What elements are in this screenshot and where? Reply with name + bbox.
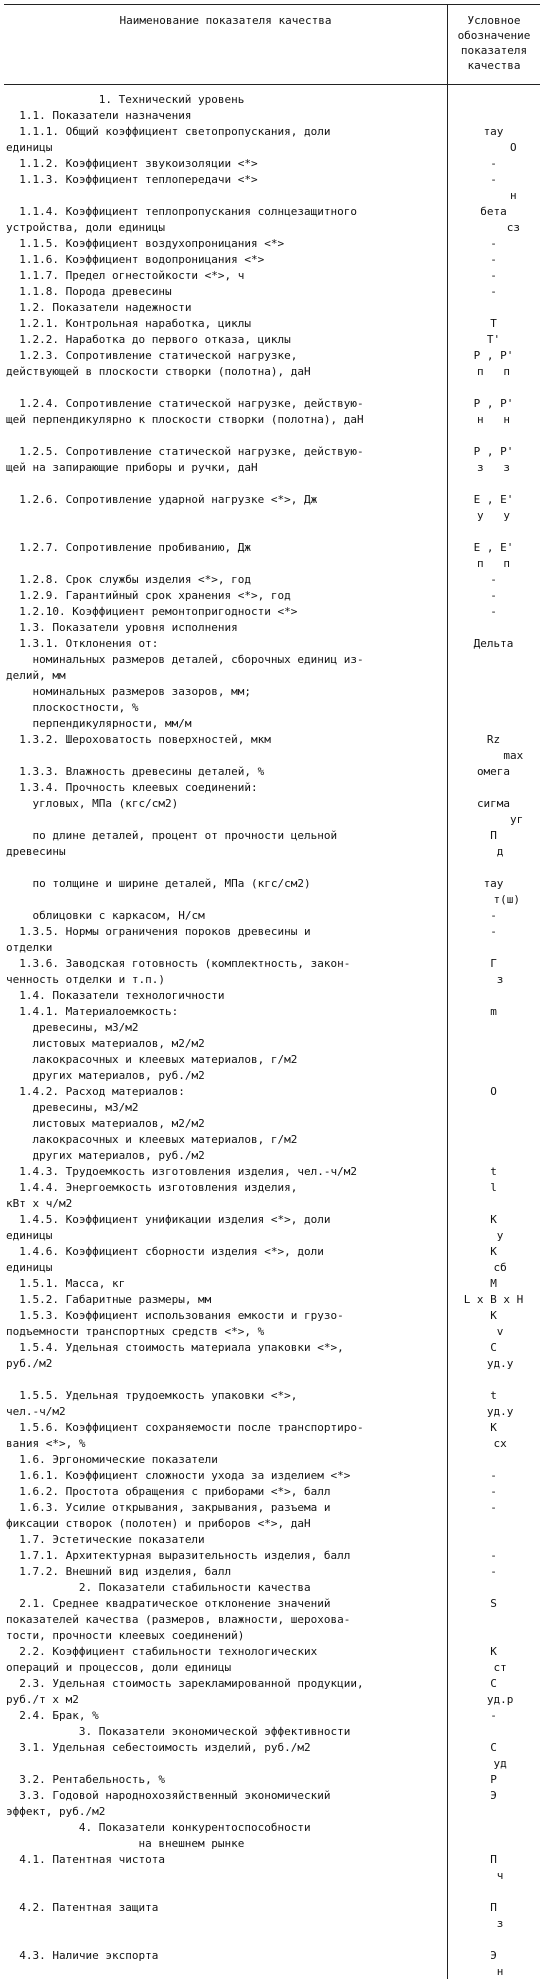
- indicator-name: 1.4.5. Коэффициент унификации изделия <*>, доли единицы: [6, 1213, 331, 1242]
- table-row: [4, 444, 540, 476]
- indicator-name: 1.3.5. Нормы ограничения пороков древесины и отделки: [6, 925, 311, 954]
- indicator-name: 1.3.2. Шероховатость поверхностей, мкм: [6, 733, 271, 746]
- indicator-name: облицовки с каркасом, Н/см: [6, 909, 205, 922]
- indicator-symbol: [447, 1132, 540, 1148]
- indicator-name: 1.3.3. Влажность древесины деталей, %: [6, 765, 265, 778]
- indicator-symbol: Р: [490, 1773, 497, 1786]
- table-row: [4, 620, 540, 636]
- indicator-name: 1.2.3. Сопротивление статической нагрузке, действующей в плоскости створки (полотна), даН: [6, 349, 311, 378]
- header-symbol-line: качества: [467, 59, 521, 72]
- table-row: [4, 828, 540, 860]
- table-row: [4, 236, 540, 252]
- indicator-symbol: [447, 684, 540, 700]
- indicator-symbol: [447, 1884, 540, 1900]
- indicator-name: 1.7.2. Внешний вид изделия, балл: [6, 1565, 232, 1578]
- table-row: [4, 1772, 540, 1788]
- table-row: [4, 300, 540, 316]
- indicator-name: 1.2.6. Сопротивление ударной нагрузке <*>, Дж: [6, 493, 318, 506]
- indicator-name: 1.4.2. Расход материалов:: [6, 1085, 185, 1098]
- indicator-symbol: Е , Е' п п: [473, 541, 514, 570]
- indicator-symbol: l: [490, 1181, 497, 1194]
- table-row: [4, 1132, 540, 1148]
- indicator-name: 2.3. Удельная стоимость зарекламированной продукции, руб./т x м2: [6, 1677, 364, 1706]
- indicator-name: 1.1.8. Порода древесины: [6, 285, 172, 298]
- indicator-name: 1. Технический уровень: [6, 93, 245, 106]
- indicator-symbol: [447, 780, 540, 796]
- indicator-name: 1.1.7. Предел огнестойкости <*>, ч: [6, 269, 245, 282]
- indicator-symbol: t уд.у: [486, 1389, 514, 1418]
- indicator-name: 1.3.4. Прочность клеевых соединений:: [6, 781, 258, 794]
- indicator-symbol: [447, 700, 540, 716]
- indicator-name: по толщине и ширине деталей, МПа (кгс/см2): [6, 877, 311, 890]
- indicator-symbol: -: [490, 173, 497, 186]
- indicator-symbol: -: [490, 1549, 497, 1562]
- indicator-symbol: -: [490, 1485, 497, 1498]
- table-row: [4, 1548, 540, 1564]
- table-row: [4, 1276, 540, 1292]
- table-row: [4, 1340, 540, 1372]
- table-row: [4, 172, 540, 188]
- indicator-symbol: С уд.р: [486, 1677, 514, 1706]
- table-row: [4, 1788, 540, 1820]
- indicator-name: 1.3.1. Отклонения от:: [6, 637, 159, 650]
- quality-indicators-table: [4, 4, 540, 1979]
- indicator-name: 3.3. Годовой народнохозяйственный экономический эффект, руб./м2: [6, 1789, 331, 1818]
- indicator-name: 1.2.7. Сопротивление пробиванию, Дж: [6, 541, 252, 554]
- table-row: [4, 572, 540, 588]
- table-row: [4, 284, 540, 300]
- indicator-name: 1.3.6. Заводская готовность (комплектность, закон- ченность отделки и т.п.): [6, 957, 351, 986]
- indicator-name: 4.2. Патентная защита: [6, 1901, 159, 1914]
- indicator-symbol: S: [490, 1597, 497, 1610]
- indicator-symbol: Т: [490, 317, 497, 330]
- table-row: [4, 1052, 540, 1068]
- indicator-symbol: [447, 1020, 540, 1036]
- table-row: [4, 428, 540, 444]
- indicator-symbol: -: [490, 285, 497, 298]
- table-row: [4, 492, 540, 524]
- indicator-name: 1.1.2. Коэффициент звукоизоляции <*>: [6, 157, 258, 170]
- indicator-symbol: -: [490, 1709, 497, 1722]
- table-row: [4, 332, 540, 348]
- table-row: [4, 1292, 540, 1308]
- indicator-symbol: [447, 1100, 540, 1116]
- indicator-symbol: К v: [490, 1309, 504, 1338]
- indicator-name: древесины, м3/м2: [6, 1021, 139, 1034]
- indicator-symbol: уг: [463, 813, 524, 826]
- table-row: [4, 1484, 540, 1500]
- table-row: [4, 524, 540, 540]
- indicator-name: 4. Показатели конкурентоспособности на внешнем рынке: [78, 1821, 311, 1850]
- table-row: [4, 268, 540, 284]
- indicator-name: [4, 188, 447, 204]
- table-row: [4, 1676, 540, 1708]
- table-row: [4, 1708, 540, 1724]
- table-row: [4, 1212, 540, 1244]
- indicator-name: 2. Показатели стабильности качества: [6, 1581, 311, 1594]
- header-name-column: [4, 4, 447, 82]
- indicator-symbol: max: [463, 749, 524, 762]
- indicator-symbol: Rz: [486, 733, 501, 746]
- indicator-name: 1.4.4. Энергоемкость изготовления изделия, кВт x ч/м2: [6, 1181, 298, 1210]
- indicator-name: угловых, МПа (кгс/см2): [6, 797, 179, 810]
- table-row: [4, 652, 540, 684]
- table-row: [4, 348, 540, 380]
- table-row: [4, 908, 540, 924]
- table-row: [4, 1820, 540, 1852]
- indicator-name: 1.2.4. Сопротивление статической нагрузке, действую- щей перпендикулярно к плоскости створки (полотна), даН: [6, 397, 364, 426]
- indicator-symbol: -: [490, 605, 497, 618]
- indicator-symbol: [447, 860, 540, 876]
- table-row: [4, 1068, 540, 1084]
- table-row: [4, 684, 540, 700]
- indicator-name: 2.2. Коэффициент стабильности технологических операций и процессов, доли единицы: [6, 1645, 318, 1674]
- indicator-symbol: П д: [490, 829, 504, 858]
- indicator-name: 1.3. Показатели уровня исполнения: [6, 621, 238, 634]
- table-row: [4, 1388, 540, 1420]
- table-row: [4, 1884, 540, 1900]
- indicator-symbol: Г з: [490, 957, 504, 986]
- table-row: [4, 1164, 540, 1180]
- table-row: [4, 1148, 540, 1164]
- table-row: [4, 1020, 540, 1036]
- indicator-symbol: Т': [486, 333, 501, 346]
- indicator-name: [4, 1932, 447, 1948]
- indicator-name: 1.5.1. Масса, кг: [6, 1277, 126, 1290]
- indicator-symbol: [447, 1724, 540, 1740]
- header-symbol-line: показателя: [460, 44, 528, 57]
- table-row: [4, 764, 540, 780]
- table-row: [4, 1036, 540, 1052]
- indicator-symbol: [447, 1052, 540, 1068]
- table-row: [4, 316, 540, 332]
- table-row: [4, 1468, 540, 1484]
- indicator-name: [4, 812, 447, 828]
- indicator-name: 3. Показатели экономической эффективности: [6, 1725, 351, 1738]
- indicator-name: плоскостности, %: [6, 701, 139, 714]
- indicator-symbol: сигма: [476, 797, 511, 810]
- header-name-label: Наименование показателя качества: [119, 14, 332, 27]
- table-row: [4, 924, 540, 956]
- indicator-symbol: [447, 108, 540, 124]
- table-row: [4, 188, 540, 204]
- indicator-symbol: [447, 620, 540, 636]
- indicator-name: [4, 380, 447, 396]
- table-row: [4, 876, 540, 908]
- indicator-symbol: н: [470, 189, 517, 202]
- indicator-symbol: [447, 1068, 540, 1084]
- indicator-symbol: Е , Е' у у: [473, 493, 514, 522]
- table-row: [4, 1532, 540, 1548]
- indicator-symbol: [447, 524, 540, 540]
- table-row: [4, 812, 540, 828]
- indicator-name: 1.4.1. Материалоемкость:: [6, 1005, 179, 1018]
- table-row: [4, 748, 540, 764]
- table-row: [4, 1004, 540, 1020]
- indicator-name: 1.2.9. Гарантийный срок хранения <*>, год: [6, 589, 291, 602]
- indicator-symbol: -: [490, 157, 497, 170]
- table-row: [4, 1084, 540, 1100]
- table-row: [4, 1420, 540, 1452]
- indicator-name: 1.7. Эстетические показатели: [6, 1533, 205, 1546]
- indicator-symbol: К ст: [490, 1645, 507, 1674]
- table-row: [4, 1244, 540, 1276]
- indicator-name: [4, 476, 447, 492]
- indicator-name: 1.2.10. Коэффициент ремонтопригодности <*>: [6, 605, 298, 618]
- table-row: [4, 1308, 540, 1340]
- indicator-symbol: омега: [476, 765, 511, 778]
- indicator-symbol: [447, 380, 540, 396]
- indicator-symbol: П з: [490, 1901, 504, 1930]
- header-symbol-column: [448, 4, 540, 82]
- indicator-symbol: -: [490, 1565, 497, 1578]
- indicator-name: 1.2.5. Сопротивление статической нагрузке, действую- щей на запирающие приборы и ручки, даН: [6, 445, 364, 474]
- table-row: [4, 1596, 540, 1644]
- indicator-symbol: Дельта: [473, 637, 514, 650]
- table-row: [4, 1644, 540, 1676]
- table-row: [4, 156, 540, 172]
- indicator-symbol: С уд.у: [486, 1341, 514, 1370]
- indicator-symbol: [447, 1532, 540, 1548]
- indicator-symbol: тау т(ш): [483, 877, 520, 906]
- table-row: [4, 1580, 540, 1596]
- indicator-name: 1.1.4. Коэффициент теплопропускания солнцезащитного устройства, доли единицы: [6, 205, 358, 234]
- table-row: [4, 636, 540, 652]
- table-row: [4, 92, 540, 108]
- indicator-name: 1.2. Показатели надежности: [6, 301, 192, 314]
- indicator-symbol: [447, 1580, 540, 1596]
- indicator-name: 1.1.6. Коэффициент водопроницания <*>: [6, 253, 265, 266]
- indicator-symbol: [447, 988, 540, 1004]
- indicator-name: 1.2.2. Наработка до первого отказа, циклы: [6, 333, 291, 346]
- indicator-name: 1.6.3. Усилие открывания, закрывания, разъема и фиксации створок (полотен) и приборов <*>, даН: [6, 1501, 331, 1530]
- table-row: [4, 1564, 540, 1580]
- indicator-name: 1.4.6. Коэффициент сборности изделия <*>, доли единицы: [6, 1245, 324, 1274]
- indicator-name: 1.5.2. Габаритные размеры, мм: [6, 1293, 212, 1306]
- table-row: [4, 780, 540, 796]
- indicator-symbol: -: [490, 1469, 497, 1482]
- indicator-name: [4, 748, 447, 764]
- indicator-name: 2.4. Брак, %: [6, 1709, 99, 1722]
- indicator-name: 1.2.1. Контрольная наработка, циклы: [6, 317, 252, 330]
- indicator-symbol: [447, 1148, 540, 1164]
- table-row: [4, 716, 540, 732]
- table-row: [4, 380, 540, 396]
- indicator-symbol: t: [490, 1165, 497, 1178]
- indicator-name: листовых материалов, м2/м2: [6, 1117, 205, 1130]
- table-row: [4, 1740, 540, 1772]
- indicator-symbol: [447, 1116, 540, 1132]
- table-row: [4, 604, 540, 620]
- indicator-symbol: К у: [490, 1213, 504, 1242]
- indicator-name: номинальных размеров зазоров, мм;: [6, 685, 252, 698]
- table-row: [4, 396, 540, 428]
- indicator-name: лакокрасочных и клеевых материалов, г/м2: [6, 1053, 298, 1066]
- indicator-symbol: [447, 476, 540, 492]
- indicator-symbol: Э н: [490, 1949, 504, 1978]
- indicator-name: древесины, м3/м2: [6, 1101, 139, 1114]
- header-symbol-line: обозначение: [457, 29, 531, 42]
- indicator-symbol: [447, 92, 540, 108]
- indicator-symbol: бета сз: [480, 205, 520, 234]
- table-row: [4, 476, 540, 492]
- table-row: [4, 1932, 540, 1948]
- indicator-symbol: [447, 428, 540, 444]
- table-row: [4, 700, 540, 716]
- indicator-symbol: С уд: [490, 1741, 507, 1770]
- indicator-name: 3.1. Удельная себестоимость изделий, руб./м2: [6, 1741, 311, 1754]
- header-bottom-border: [4, 84, 540, 85]
- indicator-name: 1.4. Показатели технологичности: [6, 989, 225, 1002]
- indicator-symbol: -: [490, 589, 497, 602]
- indicator-name: 4.3. Наличие экспорта: [6, 1949, 159, 1962]
- indicator-symbol: [447, 716, 540, 732]
- indicator-symbol: [447, 1372, 540, 1388]
- indicator-symbol: Э: [490, 1789, 497, 1802]
- indicator-symbol: Р , Р' з з: [473, 445, 514, 474]
- indicator-name: 1.1.1. Общий коэффициент светопропускания, доли единицы: [6, 125, 331, 154]
- table-row: [4, 204, 540, 236]
- indicator-name: 1.6. Эргономические показатели: [6, 1453, 218, 1466]
- indicator-name: других материалов, руб./м2: [6, 1069, 205, 1082]
- indicator-name: [4, 524, 447, 540]
- table-row: [4, 1724, 540, 1740]
- indicator-name: [4, 1372, 447, 1388]
- table-row: [4, 988, 540, 1004]
- indicator-symbol: [447, 1452, 540, 1468]
- indicator-symbol: -: [490, 925, 497, 938]
- table-row: [4, 1116, 540, 1132]
- indicator-name: перпендикулярности, мм/м: [6, 717, 192, 730]
- indicator-name: 1.6.1. Коэффициент сложности ухода за изделием <*>: [6, 1469, 351, 1482]
- indicator-name: [4, 428, 447, 444]
- indicator-name: номинальных размеров деталей, сборочных единиц из- делий, мм: [6, 653, 364, 682]
- indicator-symbol: [447, 652, 540, 684]
- indicator-name: 1.6.2. Простота обращения с приборами <*>, балл: [6, 1485, 331, 1498]
- table-row: [4, 1452, 540, 1468]
- indicator-symbol: [447, 1932, 540, 1948]
- indicator-name: [4, 860, 447, 876]
- indicator-name: листовых материалов, м2/м2: [6, 1037, 205, 1050]
- indicator-name: 1.1. Показатели назначения: [6, 109, 192, 122]
- table-row: [4, 124, 540, 156]
- table-row: [4, 1500, 540, 1532]
- indicator-name: по длине деталей, процент от прочности цельной древесины: [6, 829, 338, 858]
- indicator-name: 1.1.3. Коэффициент теплопередачи <*>: [6, 173, 258, 186]
- indicator-name: 1.5.6. Коэффициент сохраняемости после транспортиро- вания <*>, %: [6, 1421, 364, 1450]
- table-row: [4, 540, 540, 572]
- indicator-name: 4.1. Патентная чистота: [6, 1853, 165, 1866]
- table-row: [4, 732, 540, 748]
- indicator-name: 1.5.4. Удельная стоимость материала упаковки <*>, руб./м2: [6, 1341, 344, 1370]
- indicator-symbol: -: [490, 269, 497, 282]
- indicator-symbol: О: [490, 1085, 497, 1098]
- indicator-symbol: тау О: [483, 125, 517, 154]
- table-row: [4, 108, 540, 124]
- indicator-name: 1.5.3. Коэффициент использования емкости и грузо- подъемности транспортных средств <*>, %: [6, 1309, 344, 1338]
- table-row: [4, 860, 540, 876]
- table-row: [4, 1180, 540, 1212]
- table-body: [4, 92, 540, 1980]
- indicator-name: 1.4.3. Трудоемкость изготовления изделия, чел.-ч/м2: [6, 1165, 358, 1178]
- indicator-symbol: П ч: [490, 1853, 504, 1882]
- indicator-symbol: Р , Р' п п: [473, 349, 514, 378]
- table-row: [4, 1948, 540, 1980]
- indicator-name: лакокрасочных и клеевых материалов, г/м2: [6, 1133, 298, 1146]
- indicator-symbol: [447, 1820, 540, 1852]
- indicator-symbol: Р , Р' н н: [473, 397, 514, 426]
- indicator-name: 1.7.1. Архитектурная выразительность изделия, балл: [6, 1549, 351, 1562]
- table-row: [4, 252, 540, 268]
- indicator-name: 1.5.5. Удельная трудоемкость упаковки <*>, чел.-ч/м2: [6, 1389, 298, 1418]
- indicator-symbol: К сб: [490, 1245, 507, 1274]
- indicator-name: 1.1.5. Коэффициент воздухопроницания <*>: [6, 237, 285, 250]
- table-row: [4, 1852, 540, 1884]
- indicator-symbol: L x B x H: [463, 1293, 524, 1306]
- indicator-symbol: [447, 300, 540, 316]
- indicator-symbol: -: [490, 909, 497, 922]
- indicator-symbol: -: [490, 237, 497, 250]
- indicator-symbol: m: [490, 1005, 497, 1018]
- indicator-name: [4, 1884, 447, 1900]
- table-row: [4, 1900, 540, 1932]
- table-row: [4, 1100, 540, 1116]
- table-row: [4, 956, 540, 988]
- indicator-symbol: -: [490, 573, 497, 586]
- indicator-name: 2.1. Среднее квадратическое отклонение значений показателей качества (размеров, влажности, шерохова- тости, прочности клеевых соединений): [6, 1597, 351, 1642]
- indicator-symbol: М: [490, 1277, 497, 1290]
- indicator-name: 3.2. Рентабельность, %: [6, 1773, 165, 1786]
- indicator-name: 1.2.8. Срок службы изделия <*>, год: [6, 573, 252, 586]
- indicator-symbol: [447, 1036, 540, 1052]
- indicator-symbol: -: [490, 1501, 497, 1514]
- table-row: [4, 796, 540, 812]
- table-row: [4, 1372, 540, 1388]
- header-symbol-line: Условное: [467, 14, 521, 27]
- indicator-symbol: К сх: [490, 1421, 507, 1450]
- indicator-name: других материалов, руб./м2: [6, 1149, 205, 1162]
- indicator-symbol: -: [490, 253, 497, 266]
- table-row: [4, 588, 540, 604]
